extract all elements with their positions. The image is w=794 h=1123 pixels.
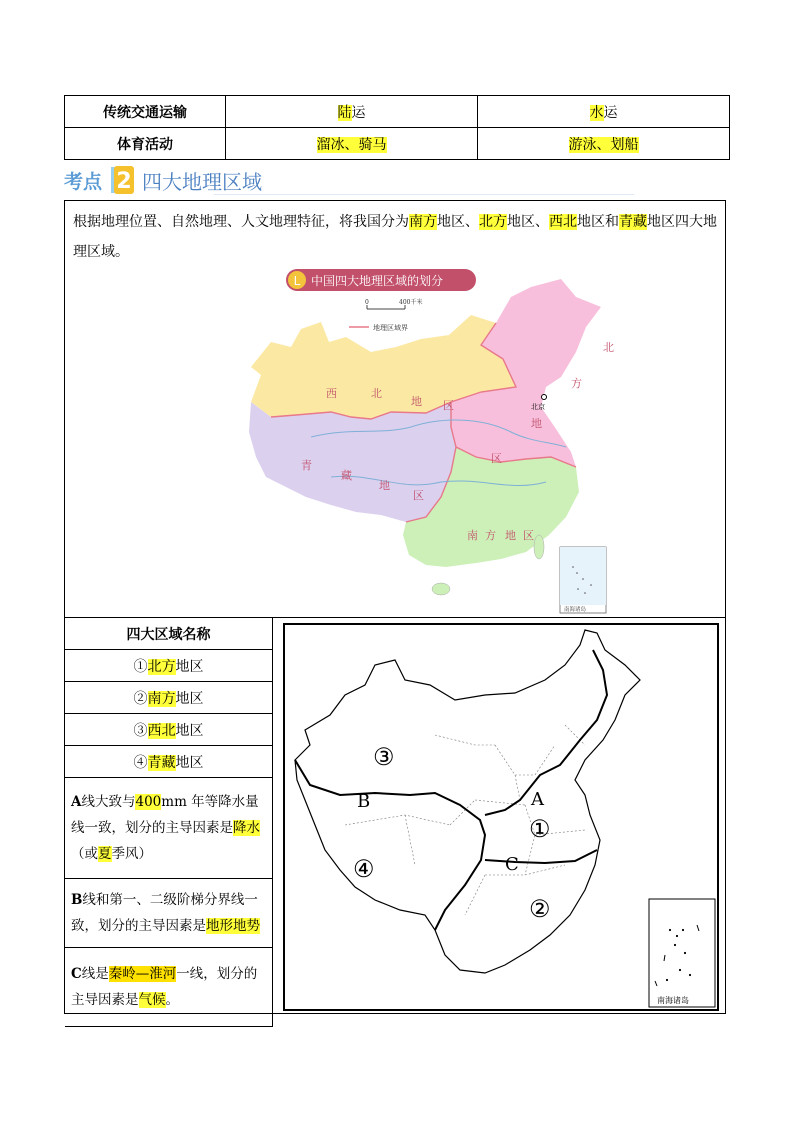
svg-text:方: 方	[571, 377, 582, 390]
line-a	[485, 650, 607, 815]
table-cell: 游泳、划船	[478, 128, 730, 160]
intro-paragraph: 根据地理位置、自然地理、人文地理特征，将我国分为南方地区、北方地区、西北地区和青藏地区四大地理区域。	[73, 214, 717, 260]
table-row	[65, 879, 273, 948]
heading-prefix: 考点	[64, 170, 103, 193]
section-heading	[64, 163, 262, 197]
table-row	[65, 682, 273, 714]
svg-text:③: ③	[373, 743, 395, 771]
line-c	[485, 850, 597, 863]
regions-name-table	[65, 617, 273, 1027]
svg-text:区: 区	[491, 452, 502, 465]
svg-text:区: 区	[523, 529, 534, 542]
svg-text:0: 0	[365, 299, 369, 306]
region-name: ③西北地区	[65, 714, 273, 746]
regions-box	[64, 200, 726, 1014]
region-name: ①北方地区	[65, 650, 273, 682]
svg-text:区: 区	[443, 399, 454, 412]
region-name: ②南方地区	[65, 682, 273, 714]
outline-map-labels	[353, 743, 551, 923]
table-row	[65, 948, 273, 1027]
table-row	[65, 714, 273, 746]
svg-text:400千米: 400千米	[399, 299, 423, 306]
svg-text:2: 2	[116, 169, 132, 194]
south-china-sea-inset	[649, 899, 715, 1007]
line-b-description: B线和第一、二级阶梯分界线一致，划分的主导因素是地形地势	[65, 879, 273, 948]
map-scale	[349, 298, 422, 332]
svg-text:地理区域界: 地理区域界	[373, 324, 408, 332]
number-badge-icon	[110, 165, 136, 195]
svg-text:藏: 藏	[341, 469, 352, 482]
svg-text:L: L	[293, 274, 301, 288]
svg-text:南: 南	[467, 529, 478, 542]
china-outline	[295, 630, 640, 973]
table-cell: 溜冰、骑马	[226, 128, 478, 160]
region-name: ④青藏地区	[65, 746, 273, 778]
svg-text:南海诸岛: 南海诸岛	[564, 607, 587, 613]
table-cell: 陆运	[226, 96, 478, 128]
svg-text:地: 地	[505, 529, 516, 542]
row-label: 传统交通运输	[65, 96, 226, 128]
table-row	[65, 618, 273, 650]
svg-text:方: 方	[485, 529, 496, 542]
svg-text:A: A	[531, 789, 544, 810]
line-a-description: A线大致与400mm 年等降水量线一致，划分的主导因素是降水（或夏季风）	[65, 778, 273, 879]
table-header: 四大区域名称	[65, 618, 273, 650]
svg-text:北京: 北京	[531, 403, 545, 411]
row-label: 体育活动	[65, 128, 226, 160]
section-title: 四大地理区域	[142, 169, 263, 194]
svg-text:西: 西	[326, 387, 337, 400]
svg-text:北: 北	[371, 387, 382, 400]
svg-text:①: ①	[529, 815, 551, 843]
hainan-island	[432, 583, 450, 595]
svg-text:地: 地	[379, 479, 390, 492]
south-china-sea-inset	[560, 547, 606, 613]
svg-text:中国四大地理区域的划分: 中国四大地理区域的划分	[311, 274, 444, 288]
outline-map-frame	[283, 623, 719, 1011]
outline-regions-map	[285, 625, 717, 1009]
svg-text:C: C	[505, 854, 519, 875]
svg-text:南海诸岛: 南海诸岛	[657, 996, 689, 1005]
table-cell: 水运	[478, 96, 730, 128]
map-title-banner	[286, 269, 476, 291]
taiwan-island	[534, 535, 544, 559]
svg-text:B: B	[357, 791, 371, 812]
table-row	[65, 650, 273, 682]
svg-text:青: 青	[301, 459, 312, 472]
four-regions-color-map	[181, 267, 614, 615]
svg-text:区: 区	[413, 489, 424, 502]
table-row	[65, 778, 273, 879]
svg-text:②: ②	[529, 895, 551, 923]
table-row	[65, 746, 273, 778]
table-row	[65, 96, 730, 128]
qingzang-region	[249, 402, 456, 522]
line-c-description: C线是秦岭—淮河一线，划分的主导因素是气候。	[65, 948, 273, 1027]
transport-sports-table	[64, 95, 730, 160]
svg-text:地: 地	[411, 395, 422, 408]
svg-text:④: ④	[353, 855, 375, 883]
svg-text:地: 地	[531, 417, 542, 430]
heading-underline	[214, 194, 634, 195]
table-row	[65, 128, 730, 160]
svg-text:北: 北	[603, 341, 614, 354]
